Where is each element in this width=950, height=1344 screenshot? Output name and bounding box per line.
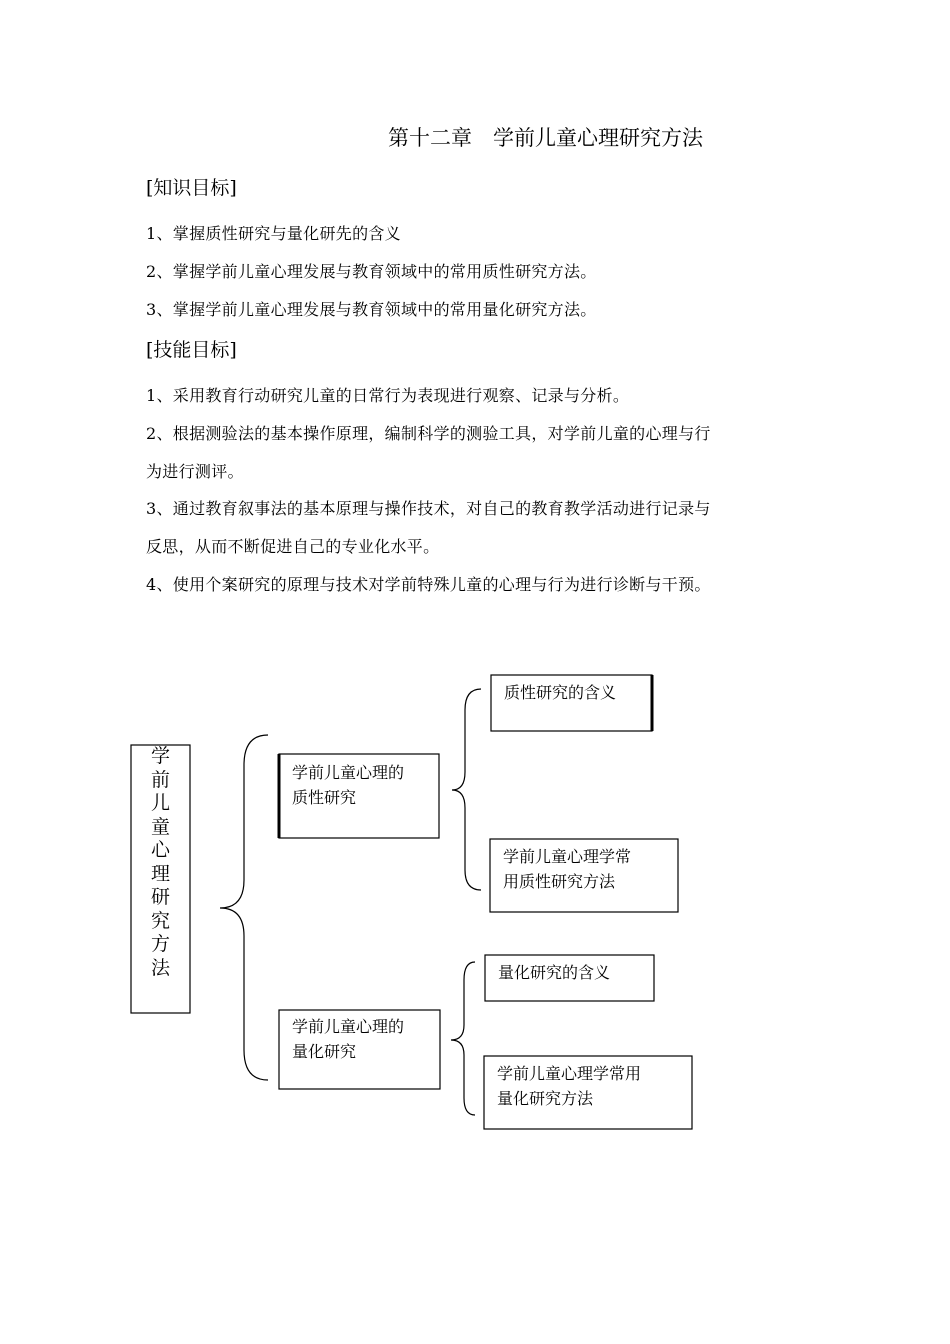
leaf-quant-meaning-label: 量化研究的含义 [498, 963, 611, 982]
branch-quantitative-label [292, 1014, 404, 1064]
root-char: 学 [150, 745, 170, 767]
branch-qualitative-label [292, 760, 404, 810]
knowledge-goals-heading: [知识目标] [146, 177, 237, 199]
branch-qualitative-line2: 质性研究 [292, 788, 357, 807]
root-char: 究 [150, 909, 170, 932]
leaf-quant-methods-line2: 量化研究方法 [497, 1089, 594, 1108]
leaf-qual-methods-line2: 用质性研究方法 [503, 872, 616, 891]
chapter-title: 第十二章 学前儿童心理研究方法 [388, 126, 703, 150]
knowledge-goal-3: 3、掌握学前儿童心理发展与教育领域中的常用量化研究方法。 [146, 300, 597, 319]
skill-goal-line-4: 3、通过教育叙事法的基本原理与操作技术，对自己的教育教学活动进行记录与 [146, 499, 711, 518]
root-char: 儿 [150, 792, 170, 814]
skill-goal-line-2: 2、根据测验法的基本操作原理，编制科学的测验工具，对学前儿童的心理与行 [146, 424, 711, 443]
quantitative-brace [451, 962, 475, 1115]
skill-goal-line-3: 为进行测评。 [146, 462, 244, 481]
root-char: 前 [150, 768, 170, 791]
branch-qualitative-line1: 学前儿童心理的 [292, 763, 405, 782]
root-label [131, 745, 190, 980]
skill-goal-line-5: 反思，从而不断促进自己的专业化水平。 [146, 537, 440, 556]
branch-quantitative-line1: 学前儿童心理的 [292, 1017, 405, 1036]
qualitative-brace [452, 689, 481, 890]
root-char: 法 [150, 956, 170, 979]
leaf-quant-methods-line1: 学前儿童心理学常用 [497, 1064, 642, 1083]
leaf-qual-meaning-label: 质性研究的含义 [504, 683, 617, 702]
knowledge-goal-2: 2、掌握学前儿童心理发展与教育领域中的常用质性研究方法。 [146, 262, 597, 281]
branch-quantitative-line2: 量化研究 [292, 1042, 357, 1061]
knowledge-goal-1: 1、掌握质性研究与量化研先的含义 [146, 224, 401, 243]
root-char: 心 [150, 839, 170, 861]
leaf-quant-methods-label [497, 1061, 641, 1111]
skill-goal-line-1: 1、采用教育行动研究儿童的日常行为表现进行观察、记录与分析。 [146, 386, 630, 405]
root-char: 理 [150, 862, 170, 885]
root-char: 方 [150, 933, 170, 955]
root-char: 研 [150, 886, 170, 908]
skill-goals-heading: [技能目标] [146, 339, 237, 361]
leaf-qual-methods-line1: 学前儿童心理学常 [503, 847, 632, 866]
skill-goal-line-6: 4、使用个案研究的原理与技术对学前特殊儿童的心理与行为进行诊断与干预。 [146, 575, 711, 594]
leaf-qual-methods-label [503, 844, 631, 894]
root-char: 童 [150, 815, 170, 838]
main-brace [220, 735, 268, 1080]
